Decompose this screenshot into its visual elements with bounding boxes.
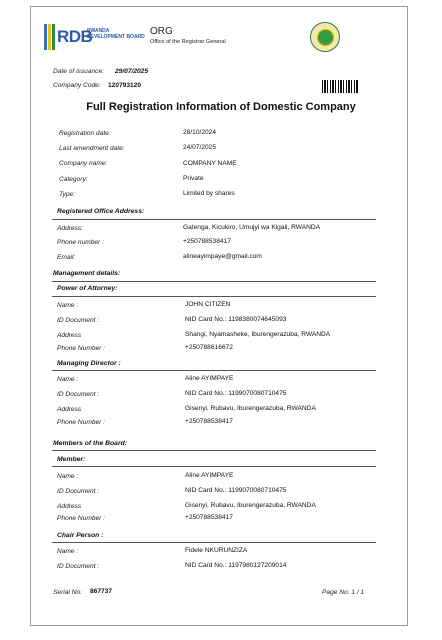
company-name-label: Company name: bbox=[59, 160, 108, 167]
member-phone-value: +250788538417 bbox=[185, 514, 233, 521]
company-name-value: COMPANY NAME bbox=[183, 160, 237, 167]
attorney-section-heading: Power of Attorney: bbox=[57, 285, 118, 292]
section-divider bbox=[52, 466, 376, 467]
page-number: Page No: 1 / 1 bbox=[322, 589, 365, 596]
rwanda-seal-icon bbox=[310, 22, 340, 52]
office-email-value: alineayimpaye@gmail.com bbox=[183, 253, 262, 260]
member-address-value: Gisenyi, Rubavu, Iburengerazuba, RWANDA bbox=[185, 502, 316, 509]
org-title: ORG bbox=[150, 26, 173, 37]
member-name-value: Aline AYIMPAYE bbox=[185, 472, 234, 479]
office-section-heading: Registered Office Address: bbox=[57, 208, 145, 215]
member-name-label: Name : bbox=[57, 473, 79, 480]
office-address-value: Gatenga, Kicukiro, Umujyi wa Kigali, RWANDA bbox=[183, 224, 321, 231]
category-label: Category: bbox=[59, 176, 88, 183]
board-section-heading: Members of the Board: bbox=[53, 440, 128, 447]
chair-id-value: NID Card No.: 1197980127209014 bbox=[185, 562, 287, 569]
attorney-address-value: Shangi, Nyamasheke, Iburengerazuba, RWANDA bbox=[185, 331, 331, 338]
director-phone-label: Phone Number : bbox=[57, 419, 106, 426]
company-code-value: 120793120 bbox=[108, 82, 142, 89]
chair-name-label: Name : bbox=[57, 548, 79, 555]
member-address-label: Address bbox=[57, 503, 82, 510]
rdb-logo-subtitle: RWANDA DEVELOPMENT BOARD bbox=[87, 28, 145, 40]
section-divider bbox=[52, 219, 376, 220]
section-divider bbox=[52, 296, 376, 297]
member-id-value: NID Card No.: 1199070080710475 bbox=[185, 487, 287, 494]
attorney-id-value: NID Card No.: 1198380074645093 bbox=[185, 316, 287, 323]
org-subtitle: Office of the Registrar General bbox=[150, 39, 226, 45]
issuance-label: Date of issuance: bbox=[53, 68, 104, 75]
member-phone-label: Phone Number : bbox=[57, 515, 106, 522]
registration-date-label: Registration date: bbox=[59, 130, 111, 137]
director-id-label: ID Document : bbox=[57, 391, 100, 398]
attorney-name-label: Name : bbox=[57, 302, 79, 309]
office-phone-value: +250788538417 bbox=[183, 238, 231, 245]
office-email-label: Email: bbox=[57, 254, 76, 261]
attorney-name-value: JOHN CITIZEN bbox=[185, 301, 231, 308]
office-phone-label: Phone number : bbox=[57, 239, 104, 246]
issuance-value: 29/07/2025 bbox=[115, 68, 149, 75]
director-address-value: Gisenyi, Rubavu, Iburengerazuba, RWANDA bbox=[185, 405, 316, 412]
member-id-label: ID Document : bbox=[57, 488, 100, 495]
document-title: Full Registration Information of Domestic Company bbox=[86, 101, 356, 113]
rdb-logo-text: RDB bbox=[57, 27, 93, 46]
section-divider bbox=[52, 370, 376, 371]
type-label: Type: bbox=[59, 191, 76, 198]
barcode-icon bbox=[322, 80, 358, 93]
director-section-heading: Managing Director : bbox=[57, 360, 121, 367]
category-value: Private bbox=[183, 175, 204, 182]
company-code-label: Company Code: bbox=[53, 82, 101, 89]
section-divider bbox=[52, 281, 376, 282]
attorney-phone-label: Phone Number : bbox=[57, 345, 106, 352]
director-name-label: Name : bbox=[57, 376, 79, 383]
office-address-label: Address: bbox=[57, 225, 84, 232]
serial-value: 867737 bbox=[90, 588, 113, 595]
management-section-heading: Management details: bbox=[53, 270, 121, 277]
attorney-id-label: ID Document : bbox=[57, 317, 100, 324]
chair-id-label: ID Document : bbox=[57, 563, 100, 570]
registration-date-value: 28/10/2024 bbox=[183, 129, 217, 136]
attorney-address-label: Address bbox=[57, 332, 82, 339]
member-section-heading: Member: bbox=[57, 456, 86, 463]
section-divider bbox=[52, 450, 376, 451]
chair-name-value: Fidele NKURUNZIZA bbox=[185, 547, 248, 554]
rdb-logo-bars bbox=[44, 24, 56, 50]
chair-section-heading: Chair Person : bbox=[57, 532, 104, 539]
last-amendment-value: 24/07/2025 bbox=[183, 144, 217, 151]
last-amendment-label: Last amendment date: bbox=[59, 145, 125, 152]
director-id-value: NID Card No.: 1199070080710475 bbox=[185, 390, 287, 397]
director-name-value: Aline AYIMPAYE bbox=[185, 375, 234, 382]
director-address-label: Address bbox=[57, 406, 82, 413]
director-phone-value: +250788538417 bbox=[185, 418, 233, 425]
section-divider bbox=[52, 542, 376, 543]
attorney-phone-value: +250788616672 bbox=[185, 344, 233, 351]
type-value: Limited by shares bbox=[183, 190, 235, 197]
serial-label: Serial No: bbox=[53, 589, 82, 596]
